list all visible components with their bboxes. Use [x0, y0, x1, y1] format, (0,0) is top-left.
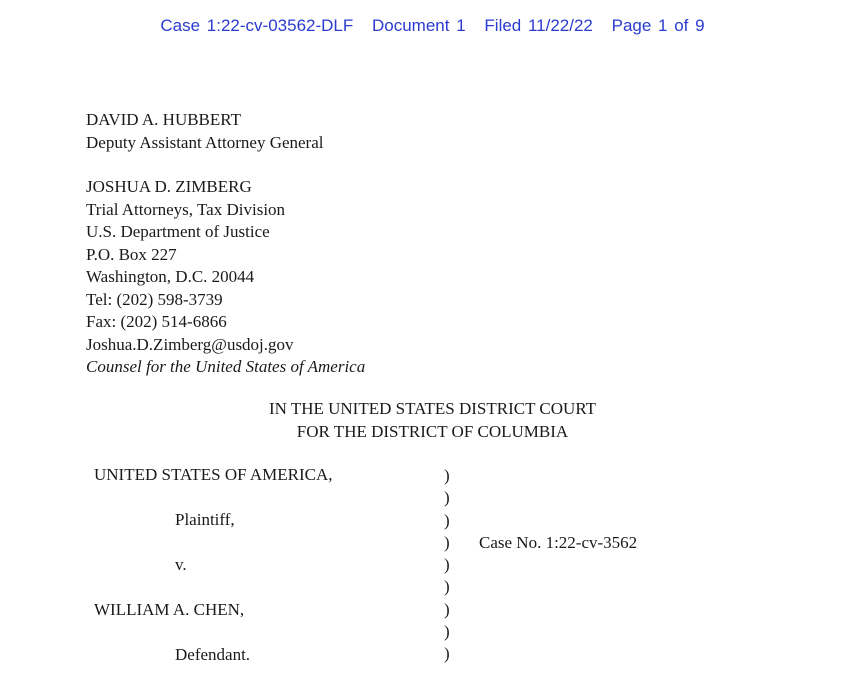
po-box: P.O. Box 227 [86, 244, 177, 264]
paren: ) [444, 510, 450, 530]
court-line-2: FOR THE DISTRICT OF COLUMBIA [296, 421, 569, 441]
attorney1-title: Deputy Assistant Attorney General [86, 132, 324, 152]
court-heading [0, 398, 865, 443]
fax: Fax: (202) 514-6866 [86, 312, 227, 331]
header-page-count: Page 1 of 9 [611, 16, 705, 35]
paren: ) [444, 599, 450, 619]
header-case-number: Case 1:22-cv-03562-DLF [160, 16, 354, 35]
defendant-name: WILLIAM A. CHEN, [94, 600, 245, 619]
paren: ) [444, 555, 450, 575]
paren: ) [444, 532, 450, 552]
plaintiff-name: UNITED STATES OF AMERICA, [94, 465, 333, 484]
attorney2-title: Trial Attorneys, Tax Division [86, 199, 286, 219]
paren: ) [444, 488, 450, 508]
ecf-header [0, 16, 865, 36]
attorney2-name: JOSHUA D. ZIMBERG [86, 177, 252, 196]
header-document: Document 1 [372, 16, 466, 35]
versus: v. [175, 555, 187, 574]
department: U.S. Department of Justice [86, 222, 270, 241]
paren: ) [444, 577, 450, 597]
city-zip: Washington, D.C. 20044 [86, 267, 255, 286]
header-filed-date: Filed 11/22/22 [484, 16, 593, 35]
case-number: Case No. 1:22-cv-3562 [479, 533, 638, 552]
defendant-label: Defendant. [175, 645, 251, 664]
paren: ) [444, 622, 450, 642]
telephone: Tel: (202) 598-3739 [86, 289, 223, 309]
counsel-role: Counsel for the United States of America [86, 357, 366, 376]
paren: ) [444, 644, 450, 664]
caption-parentheses [444, 465, 450, 666]
paren: ) [444, 466, 450, 485]
plaintiff-label: Plaintiff, [175, 510, 235, 529]
court-line-1: IN THE UNITED STATES DISTRICT COURT [268, 399, 597, 418]
email: Joshua.D.Zimberg@usdoj.gov [86, 334, 294, 354]
counsel-block [86, 109, 365, 379]
case-caption [94, 465, 834, 674]
attorney1-name: DAVID A. HUBBERT [86, 110, 241, 129]
